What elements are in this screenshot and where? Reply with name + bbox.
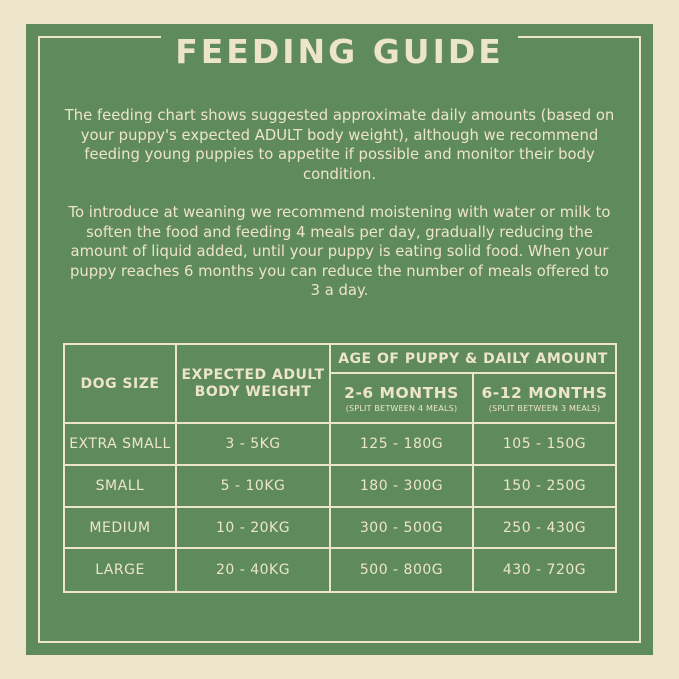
cell-amount-2-6: 500 - 800G <box>330 548 473 592</box>
header-dog-size: DOG SIZE <box>64 344 176 423</box>
table-row <box>64 548 616 592</box>
period-6-12-label: 6-12 MONTHS <box>481 383 608 402</box>
cell-size: SMALL <box>64 465 176 507</box>
header-period-2-6 <box>330 373 473 423</box>
cell-amount-6-12: 150 - 250G <box>473 465 616 507</box>
header-period-6-12 <box>473 373 616 423</box>
cell-amount-2-6: 300 - 500G <box>330 507 473 548</box>
cell-weight: 10 - 20KG <box>176 507 330 548</box>
cell-size: EXTRA SMALL <box>64 423 176 465</box>
table-row <box>64 507 616 548</box>
cell-amount-6-12: 105 - 150G <box>473 423 616 465</box>
cell-amount-6-12: 250 - 430G <box>473 507 616 548</box>
header-age-daily-amount: AGE OF PUPPY & DAILY AMOUNT <box>330 344 616 373</box>
cell-amount-2-6: 180 - 300G <box>330 465 473 507</box>
cell-size: MEDIUM <box>64 507 176 548</box>
title-wrap <box>40 32 639 72</box>
feeding-guide-panel <box>26 24 653 655</box>
header-expected-weight: EXPECTED ADULT BODY WEIGHT <box>176 344 330 423</box>
period-6-12-note: (SPLIT BETWEEN 3 MEALS) <box>488 403 601 413</box>
cell-size: LARGE <box>64 548 176 592</box>
intro-paragraph: The feeding chart shows suggested approximate daily amounts (based on your puppy's expected ADULT body weight), although we recommend feeding young puppies to appetite if possible and monitor their body condition. <box>64 107 615 183</box>
period-2-6-label: 2-6 MONTHS <box>344 383 459 402</box>
cell-weight: 3 - 5KG <box>176 423 330 465</box>
period-2-6-note: (SPLIT BETWEEN 4 MEALS) <box>345 403 458 413</box>
cell-amount-2-6: 125 - 180G <box>330 423 473 465</box>
cell-weight: 5 - 10KG <box>176 465 330 507</box>
cell-weight: 20 - 40KG <box>176 548 330 592</box>
feeding-table <box>63 343 617 593</box>
weaning-paragraph: To introduce at weaning we recommend moistening with water or milk to soften the food and feeding 4 meals per day, gradually reducing the amount of liquid added, until your puppy is eating solid food. When your puppy reaches 6 months you can reduce the number of meals offered to 3 a day. <box>68 204 611 299</box>
cell-amount-6-12: 430 - 720G <box>473 548 616 592</box>
table-row <box>64 423 616 465</box>
table-row <box>64 465 616 507</box>
page-title: FEEDING GUIDE <box>161 32 518 72</box>
